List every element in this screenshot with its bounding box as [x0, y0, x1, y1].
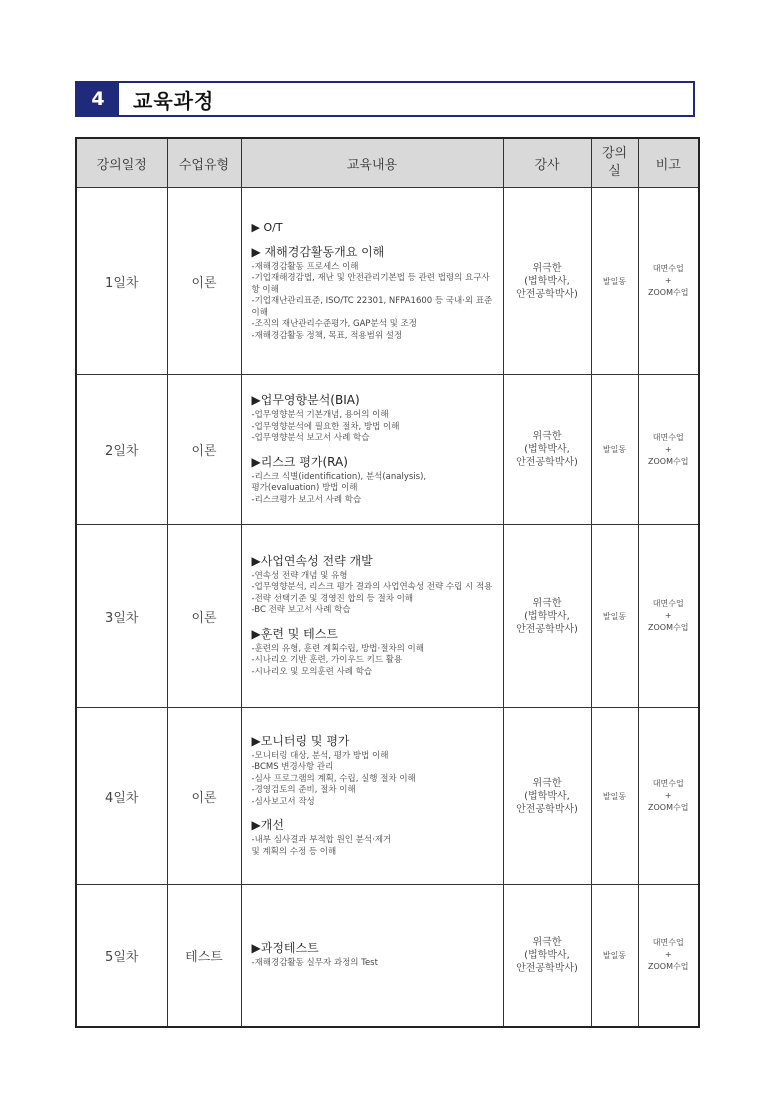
- content-cell: [241, 708, 503, 885]
- header-class-type: 수업유형: [167, 138, 241, 188]
- content-block: [252, 245, 497, 343]
- content-line: -업무영향분석에 필요한 절차, 방법 이해: [251, 421, 400, 432]
- table-row: [76, 885, 699, 1027]
- day-cell: 4일차: [76, 708, 167, 885]
- content-line: -BC 전략 보고서 사례 학습: [251, 605, 351, 616]
- content-line: -전략 선택기준 및 경영진 합의 등 절차 이해: [251, 593, 414, 604]
- content-block: [252, 455, 497, 507]
- day-cell: 2일차: [76, 375, 167, 525]
- content-block: [252, 627, 497, 679]
- content-block: [252, 393, 497, 445]
- content-block: [252, 220, 497, 235]
- content-line: -리스크평가 보고서 사례 학습: [251, 494, 362, 505]
- header-schedule: 강의일정: [76, 138, 167, 188]
- class-type-cell: 이론: [167, 708, 241, 885]
- day-cell: 5일차: [76, 885, 167, 1027]
- instructor-cell: 위극한 (법학박사, 안전공학박사): [503, 885, 591, 1027]
- section-header: [75, 81, 695, 117]
- content-line: 및 계획의 수정 등 이해: [251, 846, 337, 857]
- content-block: [252, 818, 497, 858]
- class-type-cell: 이론: [167, 188, 241, 375]
- content-line: -재해경감활동 프로세스 이해: [251, 261, 359, 272]
- class-type-cell: 이론: [167, 525, 241, 708]
- content-line: -BCMS 변경사항 관리: [251, 762, 334, 773]
- note-cell: 대면수업 + ZOOM수업: [638, 525, 699, 708]
- content-line: -훈련의 유형, 훈련 계획수립, 방법·절차의 이해: [251, 643, 424, 654]
- table-row: [76, 188, 699, 375]
- content-line: -업무영향분석, 리스크 평가 결과의 사업연속성 전략 수립 시 적용: [251, 582, 493, 593]
- content-line: -심사 프로그램의 계획, 수립, 실행 절차 이해: [251, 773, 416, 784]
- instructor-cell: 위극한 (법학박사, 안전공학박사): [503, 375, 591, 525]
- content-cell: [241, 188, 503, 375]
- content-line: -모니터링 대상, 분석, 평가 방법 이해: [251, 750, 389, 761]
- content-line: -기업재해경감법, 재난 및 안전관리기본법 등 관련 법령의 요구사항 이해: [251, 273, 490, 295]
- note-cell: 대면수업 + ZOOM수업: [638, 188, 699, 375]
- content-block-title: ▶리스크 평가(RA): [251, 454, 348, 469]
- table-row: [76, 525, 699, 708]
- content-block: [252, 941, 497, 970]
- header-room: 강의 실: [591, 138, 638, 188]
- schedule-table: [75, 137, 700, 1028]
- note-cell: 대면수업 + ZOOM수업: [638, 708, 699, 885]
- day-cell: 1일차: [76, 188, 167, 375]
- header-content: 교육내용: [241, 138, 503, 188]
- class-type-cell: 이론: [167, 375, 241, 525]
- table-row: [76, 708, 699, 885]
- content-line: -기업재난관리표준, ISO/TC 22301, NFPA1600 등 국내·외 표준 이해: [251, 296, 493, 318]
- content-block-title: ▶훈련 및 테스트: [251, 626, 338, 641]
- table-row: [76, 375, 699, 525]
- note-cell: 대면수업 + ZOOM수업: [638, 885, 699, 1027]
- instructor-cell: 위극한 (법학박사, 안전공학박사): [503, 188, 591, 375]
- content-block-title: ▶과정테스트: [251, 941, 319, 955]
- content-block: [252, 734, 497, 809]
- content-block-title: ▶업무영향분석(BIA): [251, 393, 360, 407]
- content-line: -시나리오 기반 훈련, 가이우드 키드 활용: [251, 655, 403, 666]
- content-cell: [241, 375, 503, 525]
- content-line: -시나리오 및 모의훈련 사례 학습: [251, 666, 373, 677]
- content-line: -재해경감활동 정책, 목표, 적용범위 설정: [251, 330, 403, 341]
- content-line: -내부 심사결과 부적합 원인 분석·제거: [251, 835, 392, 846]
- class-type-cell: 테스트: [167, 885, 241, 1027]
- content-block-title: ▶ 재해경감활동개요 이해: [251, 244, 385, 259]
- content-line: -조직의 재난관리수준평가, GAP분석 및 조정: [251, 319, 417, 330]
- section-title: 교육과정: [133, 88, 215, 113]
- note-cell: 대면수업 + ZOOM수업: [638, 375, 699, 525]
- header-note: 비고: [638, 138, 699, 188]
- content-block: [252, 554, 497, 617]
- content-cell: [241, 885, 503, 1027]
- section-number: 4: [77, 83, 119, 115]
- content-line: -경영검토의 준비, 절차 이해: [251, 785, 356, 796]
- instructor-cell: 위극한 (법학박사, 안전공학박사): [503, 708, 591, 885]
- content-line: -연속성 전략 개념 및 유형: [251, 570, 348, 581]
- room-cell: 발일동: [591, 708, 638, 885]
- content-line: -리스크 식별(identification), 분석(analysis),: [251, 471, 427, 482]
- room-cell: 발일동: [591, 375, 638, 525]
- content-line: -심사보고서 작성: [251, 796, 315, 807]
- content-line: -업무영향분석 보고서 사례 학습: [251, 433, 370, 443]
- room-cell: 발일동: [591, 525, 638, 708]
- content-block-title: ▶ O/T: [251, 220, 283, 234]
- instructor-cell: 위극한 (법학박사, 안전공학박사): [503, 525, 591, 708]
- content-line: 평가(evaluation) 방법 이해: [251, 483, 358, 493]
- header-instructor: 강사: [503, 138, 591, 188]
- content-line: -재해경감활동 실무자 과정의 Test: [251, 958, 378, 968]
- content-line: -업무영향분석 기본개념, 용어의 이해: [251, 410, 389, 420]
- content-cell: [241, 525, 503, 708]
- table-header-row: [76, 138, 699, 188]
- room-cell: 발일동: [591, 188, 638, 375]
- day-cell: 3일차: [76, 525, 167, 708]
- content-block-title: ▶개선: [251, 818, 284, 833]
- content-block-title: ▶사업연속성 전략 개발: [251, 553, 373, 568]
- room-cell: 발일동: [591, 885, 638, 1027]
- content-block-title: ▶모니터링 및 평가: [251, 733, 350, 748]
